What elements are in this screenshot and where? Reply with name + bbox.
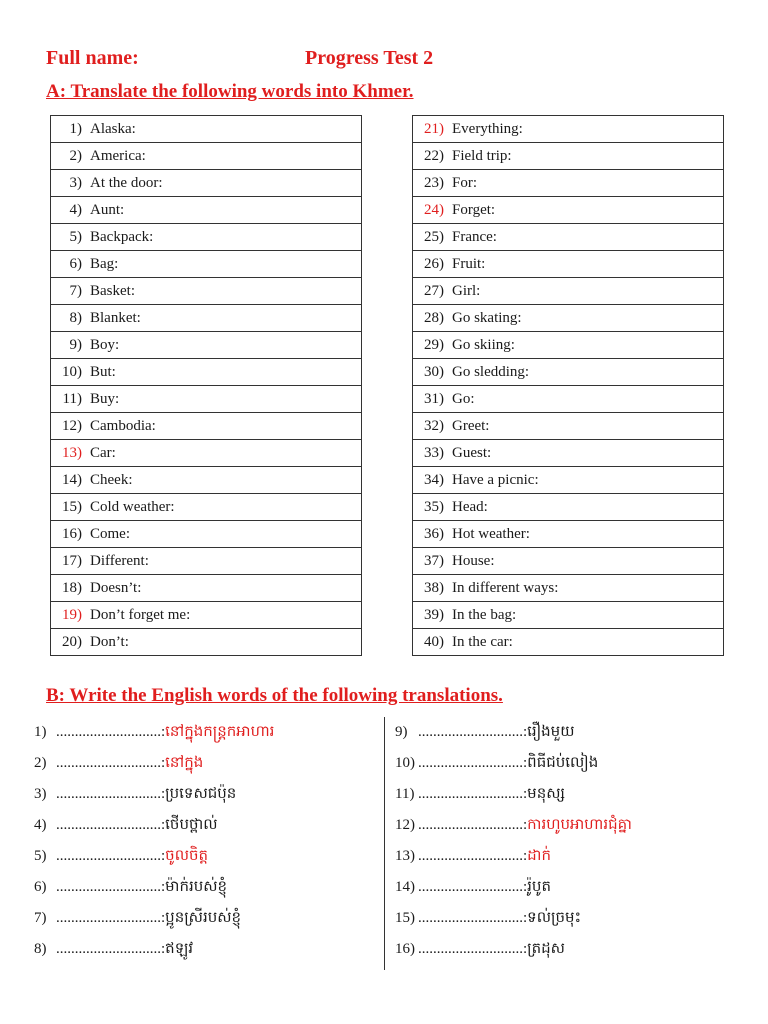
khmer-translation: ដាក់ xyxy=(527,845,551,864)
answer-blank[interactable]: ............................: xyxy=(56,755,166,771)
word-row xyxy=(51,548,362,575)
item-word: Go: xyxy=(452,390,475,407)
item-word: In different ways: xyxy=(452,579,559,596)
word-row xyxy=(51,359,362,386)
item-word: Go skiing: xyxy=(452,336,515,353)
item-number: 39) xyxy=(424,606,444,623)
item-number: 6) xyxy=(69,255,82,272)
word-cell[interactable] xyxy=(413,116,724,143)
word-cell[interactable] xyxy=(51,224,362,251)
answer-blank[interactable]: ............................: xyxy=(418,848,528,864)
item-word: For: xyxy=(452,174,478,191)
khmer-translation: នៅក្នុងកន្ត្រកអាហារ xyxy=(165,721,275,740)
word-row xyxy=(413,305,724,332)
item-number: 34) xyxy=(424,471,444,488)
item-number: 5) xyxy=(34,848,47,864)
item-number: 7) xyxy=(69,282,82,299)
answer-blank[interactable]: ............................: xyxy=(418,910,528,926)
item-number: 10) xyxy=(62,363,82,380)
khmer-translation: រឿងមួយ xyxy=(527,721,575,740)
item-number: 31) xyxy=(424,390,444,407)
translation-column-right xyxy=(395,717,632,965)
item-word: Head: xyxy=(452,498,488,515)
word-table-right xyxy=(412,115,724,656)
word-row xyxy=(413,602,724,629)
translation-row xyxy=(34,717,274,748)
item-number: 17) xyxy=(62,552,82,569)
item-number: 18) xyxy=(62,579,82,596)
word-row xyxy=(413,170,724,197)
item-number: 20) xyxy=(62,633,82,650)
translation-row xyxy=(395,717,632,748)
translation-row xyxy=(34,903,274,934)
word-cell[interactable] xyxy=(413,494,724,521)
item-number: 8) xyxy=(69,309,82,326)
translation-column-left xyxy=(34,717,274,965)
item-word: Car: xyxy=(90,444,116,461)
word-cell[interactable] xyxy=(413,467,724,494)
item-number: 23) xyxy=(424,174,444,191)
word-cell[interactable] xyxy=(51,575,362,602)
item-word: Don’t: xyxy=(90,633,129,650)
word-row xyxy=(51,251,362,278)
answer-blank[interactable]: ............................: xyxy=(56,879,166,895)
item-number: 35) xyxy=(424,498,444,515)
word-row xyxy=(413,548,724,575)
translation-row xyxy=(34,779,274,810)
item-word: Go skating: xyxy=(452,309,522,326)
word-cell[interactable] xyxy=(413,575,724,602)
word-cell[interactable] xyxy=(51,602,362,629)
khmer-translation: ការហូបអាហារជុំគ្នា xyxy=(527,814,632,833)
word-row xyxy=(413,251,724,278)
item-word: Boy: xyxy=(90,336,120,353)
item-number: 22) xyxy=(424,147,444,164)
word-row xyxy=(413,143,724,170)
item-word: Have a picnic: xyxy=(452,471,539,488)
translation-row xyxy=(395,934,632,965)
word-cell[interactable] xyxy=(413,197,724,224)
translation-row xyxy=(34,841,274,872)
answer-blank[interactable]: ............................: xyxy=(56,910,166,926)
answer-blank[interactable]: ............................: xyxy=(418,755,528,771)
word-row xyxy=(51,467,362,494)
item-number: 16) xyxy=(395,941,415,957)
word-cell[interactable] xyxy=(413,602,724,629)
item-word: Blanket: xyxy=(90,309,141,326)
item-number: 7) xyxy=(34,910,47,926)
item-number: 12) xyxy=(62,417,82,434)
khmer-translation: ទល់ច្រមុះ xyxy=(527,907,582,926)
word-row xyxy=(51,170,362,197)
khmer-translation: ថើបថ្ពាល់ xyxy=(165,814,218,833)
word-row xyxy=(51,602,362,629)
translation-row xyxy=(395,810,632,841)
item-word: Buy: xyxy=(90,390,120,407)
translation-row xyxy=(395,779,632,810)
word-row xyxy=(51,224,362,251)
item-word: Fruit: xyxy=(452,255,486,272)
word-row xyxy=(51,116,362,143)
word-row xyxy=(51,143,362,170)
answer-blank[interactable]: ............................: xyxy=(418,786,528,802)
khmer-translation: រ៉ូបូត xyxy=(527,876,551,895)
word-row xyxy=(51,386,362,413)
answer-blank[interactable]: ............................: xyxy=(56,786,166,802)
item-number: 1) xyxy=(34,724,47,740)
word-cell[interactable] xyxy=(413,548,724,575)
word-row xyxy=(51,305,362,332)
word-row xyxy=(413,494,724,521)
word-table-left xyxy=(50,115,362,656)
item-number: 3) xyxy=(69,174,82,191)
item-word: Alaska: xyxy=(90,120,136,137)
item-number: 29) xyxy=(424,336,444,353)
item-word: Cheek: xyxy=(90,471,133,488)
word-cell[interactable] xyxy=(51,116,362,143)
item-word: Everything: xyxy=(452,120,523,137)
item-number: 21) xyxy=(424,120,444,137)
word-cell[interactable] xyxy=(51,278,362,305)
translation-row xyxy=(34,872,274,903)
item-number: 10) xyxy=(395,755,415,771)
item-number: 37) xyxy=(424,552,444,569)
word-cell[interactable] xyxy=(413,305,724,332)
word-row xyxy=(51,332,362,359)
translation-row xyxy=(395,748,632,779)
translation-row xyxy=(395,841,632,872)
word-row xyxy=(51,440,362,467)
answer-blank[interactable]: ............................: xyxy=(418,879,528,895)
khmer-translation: មនុស្ស xyxy=(527,783,565,802)
item-number: 9) xyxy=(395,724,408,740)
word-row xyxy=(51,413,362,440)
item-word: Greet: xyxy=(452,417,490,434)
word-row xyxy=(413,278,724,305)
item-number: 28) xyxy=(424,309,444,326)
khmer-translation: ប្អូនស្រីរបស់ខ្ញុំ xyxy=(165,907,242,926)
item-number: 2) xyxy=(69,147,82,164)
item-number: 40) xyxy=(424,633,444,650)
item-word: In the bag: xyxy=(452,606,517,623)
word-cell[interactable] xyxy=(413,359,724,386)
section-b-title: B: Write the English words of the following translations. xyxy=(46,685,503,706)
item-number: 15) xyxy=(62,498,82,515)
item-number: 1) xyxy=(69,120,82,137)
word-cell[interactable] xyxy=(413,251,724,278)
khmer-translation: ចូលចិត្ត xyxy=(165,845,209,864)
word-cell[interactable] xyxy=(413,386,724,413)
word-cell[interactable] xyxy=(51,170,362,197)
item-word: Field trip: xyxy=(452,147,512,164)
answer-blank[interactable]: ............................: xyxy=(56,724,166,740)
item-word: At the door: xyxy=(90,174,163,191)
item-word: Girl: xyxy=(452,282,481,299)
word-cell[interactable] xyxy=(413,170,724,197)
word-row xyxy=(413,116,724,143)
word-row xyxy=(51,575,362,602)
item-number: 27) xyxy=(424,282,444,299)
word-cell[interactable] xyxy=(413,278,724,305)
khmer-translation: ត្រដុស xyxy=(527,938,565,957)
item-number: 9) xyxy=(69,336,82,353)
word-row xyxy=(413,440,724,467)
word-cell[interactable] xyxy=(413,629,724,656)
item-number: 25) xyxy=(424,228,444,245)
item-number: 26) xyxy=(424,255,444,272)
word-cell[interactable] xyxy=(51,359,362,386)
item-word: Basket: xyxy=(90,282,135,299)
item-word: Doesn’t: xyxy=(90,579,142,596)
word-cell[interactable] xyxy=(413,440,724,467)
item-number: 14) xyxy=(62,471,82,488)
answer-blank[interactable]: ............................: xyxy=(418,724,528,740)
word-row xyxy=(413,413,724,440)
item-word: France: xyxy=(452,228,497,245)
item-number: 4) xyxy=(69,201,82,218)
item-word: Cambodia: xyxy=(90,417,156,434)
khmer-translation: ពិធីជប់លៀង xyxy=(527,752,599,771)
answer-blank[interactable]: ............................: xyxy=(418,817,528,833)
item-number: 15) xyxy=(395,910,415,926)
word-cell[interactable] xyxy=(413,521,724,548)
answer-blank[interactable]: ............................: xyxy=(56,941,166,957)
word-row xyxy=(413,197,724,224)
word-row xyxy=(413,575,724,602)
word-row xyxy=(413,359,724,386)
item-word: Backpack: xyxy=(90,228,154,245)
word-cell[interactable] xyxy=(51,251,362,278)
item-word: America: xyxy=(90,147,146,164)
item-number: 24) xyxy=(424,201,444,218)
item-number: 38) xyxy=(424,579,444,596)
item-number: 30) xyxy=(424,363,444,380)
khmer-translation: នៅក្នុង xyxy=(165,752,204,771)
item-number: 8) xyxy=(34,941,47,957)
word-cell[interactable] xyxy=(51,305,362,332)
item-word: House: xyxy=(452,552,495,569)
item-word: Come: xyxy=(90,525,130,542)
item-word: Aunt: xyxy=(90,201,125,218)
item-number: 32) xyxy=(424,417,444,434)
khmer-translation: ឥឡូវ xyxy=(165,938,194,957)
translation-row xyxy=(395,903,632,934)
item-number: 4) xyxy=(34,817,47,833)
item-word: Guest: xyxy=(452,444,492,461)
item-word: In the car: xyxy=(452,633,513,650)
word-row xyxy=(51,494,362,521)
item-number: 5) xyxy=(69,228,82,245)
item-word: Hot weather: xyxy=(452,525,530,542)
item-number: 13) xyxy=(62,444,82,461)
word-row xyxy=(51,521,362,548)
translation-row xyxy=(395,872,632,903)
item-word: But: xyxy=(90,363,116,380)
answer-blank[interactable]: ............................: xyxy=(56,848,166,864)
khmer-translation: ម៉ាក់របស់ខ្ញុំ xyxy=(165,876,228,895)
khmer-translation: ប្រទេសជប៉ុន xyxy=(165,783,237,802)
translation-row xyxy=(34,810,274,841)
item-word: Different: xyxy=(90,552,149,569)
word-row xyxy=(51,278,362,305)
item-word: Forget: xyxy=(452,201,496,218)
item-number: 2) xyxy=(34,755,47,771)
section-a-title: A: Translate the following words into Khmer. xyxy=(46,81,414,102)
word-cell[interactable] xyxy=(413,413,724,440)
word-row xyxy=(413,521,724,548)
word-row xyxy=(413,386,724,413)
word-row xyxy=(51,197,362,224)
item-number: 6) xyxy=(34,879,47,895)
word-cell[interactable] xyxy=(51,143,362,170)
item-number: 13) xyxy=(395,848,415,864)
item-number: 33) xyxy=(424,444,444,461)
word-cell[interactable] xyxy=(51,440,362,467)
word-row xyxy=(413,467,724,494)
item-word: Go sledding: xyxy=(452,363,530,380)
full-name-label: Full name: xyxy=(46,47,139,69)
word-row xyxy=(413,629,724,656)
item-number: 36) xyxy=(424,525,444,542)
word-cell[interactable] xyxy=(413,224,724,251)
item-number: 16) xyxy=(62,525,82,542)
answer-blank[interactable]: ............................: xyxy=(56,817,166,833)
item-number: 3) xyxy=(34,786,47,802)
item-word: Don’t forget me: xyxy=(90,606,191,623)
item-number: 12) xyxy=(395,817,415,833)
word-cell[interactable] xyxy=(51,467,362,494)
word-cell[interactable] xyxy=(51,494,362,521)
translation-row xyxy=(34,748,274,779)
word-cell[interactable] xyxy=(51,548,362,575)
column-divider xyxy=(384,717,385,970)
word-cell[interactable] xyxy=(51,386,362,413)
item-word: Bag: xyxy=(90,255,119,272)
test-title: Progress Test 2 xyxy=(305,47,434,69)
word-cell[interactable] xyxy=(413,143,724,170)
word-cell[interactable] xyxy=(413,332,724,359)
word-cell[interactable] xyxy=(51,629,362,656)
item-number: 11) xyxy=(62,390,82,407)
word-row xyxy=(413,332,724,359)
item-number: 14) xyxy=(395,879,415,895)
word-cell[interactable] xyxy=(51,413,362,440)
word-cell[interactable] xyxy=(51,197,362,224)
word-row xyxy=(413,224,724,251)
word-cell[interactable] xyxy=(51,332,362,359)
word-row xyxy=(51,629,362,656)
item-word: Cold weather: xyxy=(90,498,175,515)
word-cell[interactable] xyxy=(51,521,362,548)
item-number: 11) xyxy=(395,786,415,802)
item-number: 19) xyxy=(62,606,82,623)
answer-blank[interactable]: ............................: xyxy=(418,941,528,957)
translation-row xyxy=(34,934,274,965)
